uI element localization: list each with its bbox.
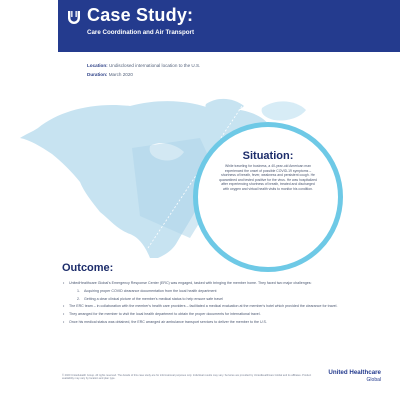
step-text: Getting a clear clinical picture of the member's medical status to help ensure safe travel <box>84 296 223 301</box>
page-subtitle: Care Coordination and Air Transport <box>87 29 195 36</box>
location-value: Undisclosed international location to the U.S. <box>108 63 201 68</box>
outcome-title: Outcome: <box>62 262 114 274</box>
uhg-logo-icon <box>66 9 82 25</box>
step-number: 1. <box>77 288 80 293</box>
outcome-bullet: • The ERC team – in collaboration with the member's health care providers – facilitated a medical evaluation at the member's hotel which provided the clearance for travel. <box>62 304 352 309</box>
outcome-intro: • UnitedHealthcare Global's Emergency Response Center (ERC) was engaged, tasked with bringing the member home. They faced two major challenges: <box>62 281 352 286</box>
map-greenland <box>262 101 306 120</box>
situation-title: Situation: <box>242 150 294 162</box>
outcome-bullet: • They arranged for the member to visit the local health department to obtain the proper documents for international travel. <box>62 312 352 317</box>
brand-name: United Healthcare <box>328 369 381 376</box>
step-number: 2. <box>77 296 80 301</box>
duration-label: Duration: <box>87 72 108 77</box>
outcome-bullet: • Once his medical status was obtained, the ERC arranged air ambulance transport services to deliver the member to the U.S. <box>62 320 352 325</box>
outcome-step <box>62 289 352 294</box>
brand-logo <box>321 370 381 383</box>
duration-line <box>87 72 133 77</box>
page-title: Case Study: <box>87 5 194 25</box>
location-label: Location: <box>87 63 108 68</box>
step-text: Acquiring proper COVID clearance documentation from the local health department <box>84 288 217 293</box>
duration-value: March 2020 <box>108 72 133 77</box>
situation-circle <box>193 122 343 272</box>
outcome-step <box>62 297 352 302</box>
outcome-list <box>62 281 352 328</box>
footer-disclaimer: © 2020 UnitedHealth Group. All rights reserved. The details of this case study are for informational purposes only. Individual results may vary. Services are provided by UnitedHealthcare Global and its affiliates. Product availability may vary by location and plan type. <box>62 374 312 381</box>
situation-body: While traveling for business, a 40-year-old American man experienced the onset of possible COVID-19 symptoms – shortness of breath, fever, weakness and persistent cough. He quarantined and tested positive for the virus. He was hospitalized after experiencing shortness of breath, treated and discharged with oxygen and virtual health visits to monitor his condition. <box>219 164 317 191</box>
location-line <box>87 63 200 68</box>
brand-sub: Global <box>366 376 381 383</box>
